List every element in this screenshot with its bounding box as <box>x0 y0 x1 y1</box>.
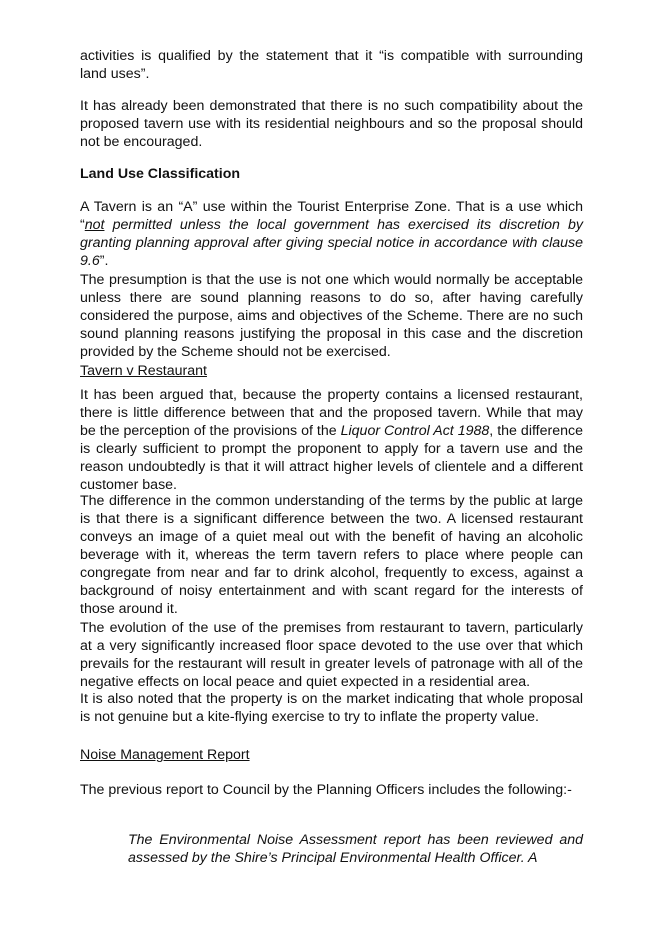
emphasis-not: not <box>84 217 105 233</box>
quote-noise-assessment: The Environmental Noise Assessment report has been reviewed and assessed by the Shire’s Principal Environmental Health Officer. A <box>128 832 583 866</box>
heading-tavern-v-restaurant: Tavern v Restaurant <box>80 363 207 379</box>
paragraph-tavern-a-use <box>80 198 583 270</box>
paragraph-common-understanding: The difference in the common understanding of the terms by the public at large is that there is a significant difference between the two. A licensed restaurant conveys an image of a quiet meal out with the benefit of having an alcoholic beverage with it, whereas the term tavern refers to place where people can congregate from near and far to drink alcohol, frequently to excess, against a background of noisy entertainment and with scant regard for the interests of those around it. <box>80 493 583 617</box>
scheme-quote-text: permitted unless the local government has exercised its discretion by granting planning approval after giving special notice in accordance with clause 9.6 <box>80 217 583 269</box>
heading-noise-management-report: Noise Management Report <box>80 747 250 763</box>
licensed-restaurant-text: It has been argued that, because the property contains a licensed restaurant, there is little difference between that and the proposed tavern. While that may be the perception of the provisions of the <box>80 387 583 439</box>
liquor-control-act-title: Liquor Control Act 1988 <box>340 423 490 439</box>
paragraph-licensed-restaurant <box>80 386 583 494</box>
paragraph-previous-report: The previous report to Council by the Planning Officers includes the following:- <box>80 782 572 798</box>
paragraph-evolution-of-use: The evolution of the use of the premises from restaurant to tavern, particularly at a very significantly increased floor space devoted to the use over that which prevails for the restaurant will result in greater levels of patronage with all of the negative effects on local peace and quiet expected in a residential area. <box>80 620 583 690</box>
licensed-restaurant-text-cont: , the difference is clearly sufficient to prompt the proponent to apply for a tavern use and the reason undoubtedly is that it will attract higher levels of clientele and a different customer base. <box>80 423 583 493</box>
paragraph-no-compatibility: It has already been demonstrated that there is no such compatibility about the proposed tavern use with its residential neighbours and so the proposal should not be encouraged. <box>80 98 583 150</box>
heading-land-use-classification: Land Use Classification <box>80 166 241 182</box>
tavern-a-use-text: A Tavern is an “A” use within the Tourist Enterprise Zone. That is a use which “ <box>80 199 583 233</box>
paragraph-presumption: The presumption is that the use is not one which would normally be acceptable unless there are sound planning reasons to do so, after having carefully considered the purpose, aims and objectives of the Scheme. There are no such sound planning reasons justifying the proposal in this case and the discretion provided by the Scheme should not be exercised. <box>80 272 583 360</box>
closing-quote-text: ”. <box>99 253 109 269</box>
paragraph-property-on-market: It is also noted that the property is on the market indicating that whole proposal is not genuine but a kite-flying exercise to try to inflate the property value. <box>80 691 583 725</box>
paragraph-compatibility-statement: activities is qualified by the statement that it “is compatible with surrounding land uses”. <box>80 48 583 82</box>
